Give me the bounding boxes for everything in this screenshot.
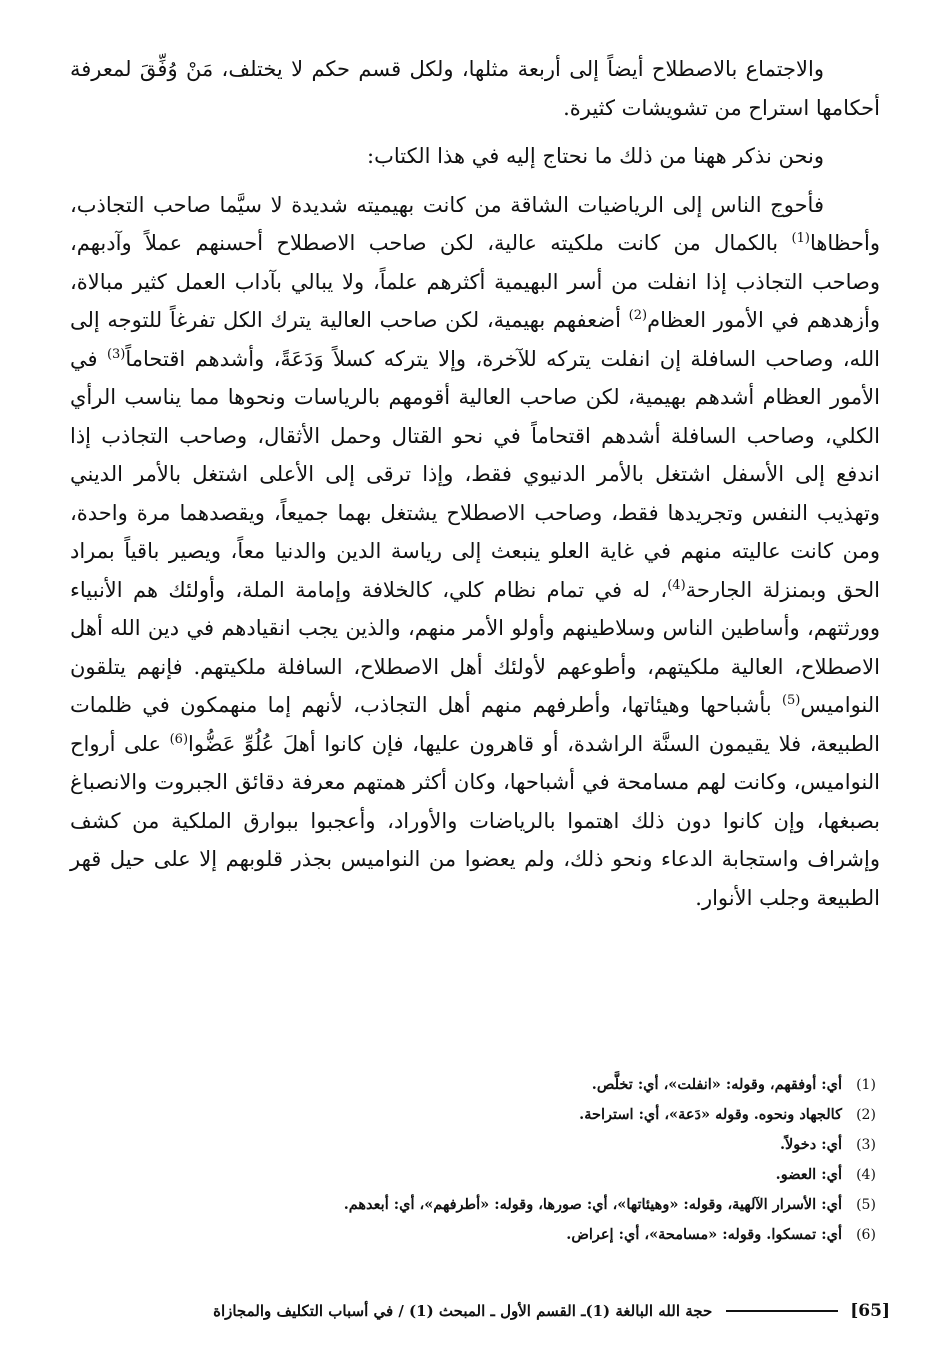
page-footer [80, 1296, 890, 1326]
text-segment: ، له في تمام نظام كلي، كالخلافة وإمامة الملة، وأولئك هم الأنبياء وورثتهم، وأساطين الناس وسلاطينهم وأولو الأمر منهم، والذين يجب انقيادهم في دين الله أهل الاصطلاح، العالية ملكيتهم، وأطوعهم لأولئك أهل الاصطلاح، السافلة ملكيتهم. فإنهم يتلقون النواميس [70, 577, 880, 717]
footnote-number: (3) [856, 1137, 876, 1153]
text-segment: والاجتماع بالاصطلاح أيضاً إلى أربعة مثلها، ولكل قسم حكم لا يختلف، مَنْ وُفِّقَ لمعرفة أحكامها استراح من تشويشات كثيرة. [70, 57, 880, 120]
main-text [70, 50, 880, 917]
footnote-number: (1) [856, 1077, 876, 1093]
footnote-ref: (4) [667, 577, 686, 593]
footnote-text: أي: العضو. [775, 1166, 842, 1183]
footnote-ref: (3) [106, 346, 126, 362]
footnotes-section [120, 1070, 890, 1250]
paragraph [70, 137, 880, 176]
text-segment: في الأمور العظام أشدهم بهيمية، لكن صاحب العالية أقومهم بالرياسات ونحوها مما يناسب الرأي الكلي، وصاحب السافلة أشدهم اقتحاماً في نحو القتال وحمل الأثقال، وصاحب التجاذب إذا اندفع إلى الأسفل اشتغل بالأمر الدنيوي فقط، وإذا ترقى إلى الأعلى اشتغل بالأمر الديني وتهذيب النفس وتجريدها فقط، وصاحب الاصطلاح يشتغل بهما جميعاً، ويقصدهما مرة واحدة، ومن كانت عاليته منهم في غاية العلو ينبعث إلى رياسة الدين والدنيا معاً، ويصير باقياً بمراد الحق وبمنزلة الجارحة [70, 346, 880, 602]
text-segment: على أرواح النواميس، وكانت لهم مسامحة في أشباحها، وكان أكثر همتهم معرفة دقائق الجبروت والانصباغ بصبغها، وإن كانوا دون ذلك اهتموا بالرياضات والأوراد، وأعجبوا ببوارق الملكية من كشف وإشراف واستجابة الدعاء ونحو ذلك، ولم يعضوا من النواميس بجذر قلوبهم إلا على حيل قهر الطبيعة وجلب الأنوار. [70, 731, 880, 910]
page-number: [65] [850, 1301, 890, 1321]
footnote-text: أي: الأسرار الآلهية، وقوله: «وهيئاتها»، أي: صورها، وقوله: «أطرفهم»، أي: أبعدهم. [343, 1196, 842, 1213]
text-segment: أضعفهم بهيمية، لكن صاحب العالية يترك الكل تفرغاً للتوجه إلى الله، وصاحب السافلة إن انفلت يتركه للآخرة، وإلا يتركه كسلاً وَدَعَةً، وأشدهم اقتحاماً [70, 308, 880, 371]
running-title: حجة الله البالغة (1)ـ القسم الأول ـ المبحث (1) / في أسباب التكليف والمجازاة [213, 1302, 713, 1320]
footnote [120, 1100, 890, 1130]
paragraph [70, 186, 880, 918]
text-segment: بالكمال من كانت ملكيته عالية، لكن صاحب الاصطلاح أحسنهم عملاً وآدبهم، وصاحب التجاذب إذا انفلت من أسر البهيمية أكثرهم علماً، ولا يبالي بآداب العمل كثير مبالاة، وأزهدهم في الأمور العظام [70, 231, 880, 332]
footnote [120, 1220, 890, 1250]
footnote-number: (2) [856, 1107, 876, 1123]
footnote-ref: (1) [791, 231, 810, 246]
footnote [120, 1160, 890, 1190]
paragraph [70, 50, 880, 127]
footnote-ref: (5) [781, 693, 801, 708]
footnote-text: أي: تمسكوا. وقوله: «مسامحة»، أي: إعراض. [566, 1226, 842, 1243]
footnote-text: أي: دخولاً. [779, 1136, 842, 1153]
footnote-text: أي: أوفقهم، وقوله: «انفلت»، أي: تخلَّص. [591, 1076, 842, 1093]
footnote-number: (5) [856, 1197, 876, 1213]
footnote-text: كالجهاد ونحوه. وقوله «دَعة»، أي: استراحة. [579, 1106, 842, 1123]
footnote-number: (6) [856, 1227, 876, 1243]
footnote-ref: (6) [169, 731, 189, 747]
footnote [120, 1070, 890, 1100]
footnote-number: (4) [856, 1167, 876, 1183]
text-segment: فأحوج الناس إلى الرياضيات الشاقة من كانت بهيميته شديدة لا سيَّما صاحب التجاذب، وأحظاها [70, 192, 880, 255]
footnote-ref: (2) [628, 308, 648, 323]
text-segment: بأشباحها وهيئاتها، وأطرفهم منهم أهل التجاذب، لأنهم إما منهمكون في ظلمات الطبيعة، فلا يقيمون السنَّة الراشدة، أو قاهرون عليها، فإن كانوا أهلَ عُلُوِّ عَضُّوا [70, 693, 880, 756]
footnote [120, 1130, 890, 1160]
text-segment: ونحن نذكر ههنا من ذلك ما نحتاج إليه في هذا الكتاب: [367, 144, 824, 168]
footnote [120, 1190, 890, 1220]
footer-rule [726, 1310, 838, 1312]
